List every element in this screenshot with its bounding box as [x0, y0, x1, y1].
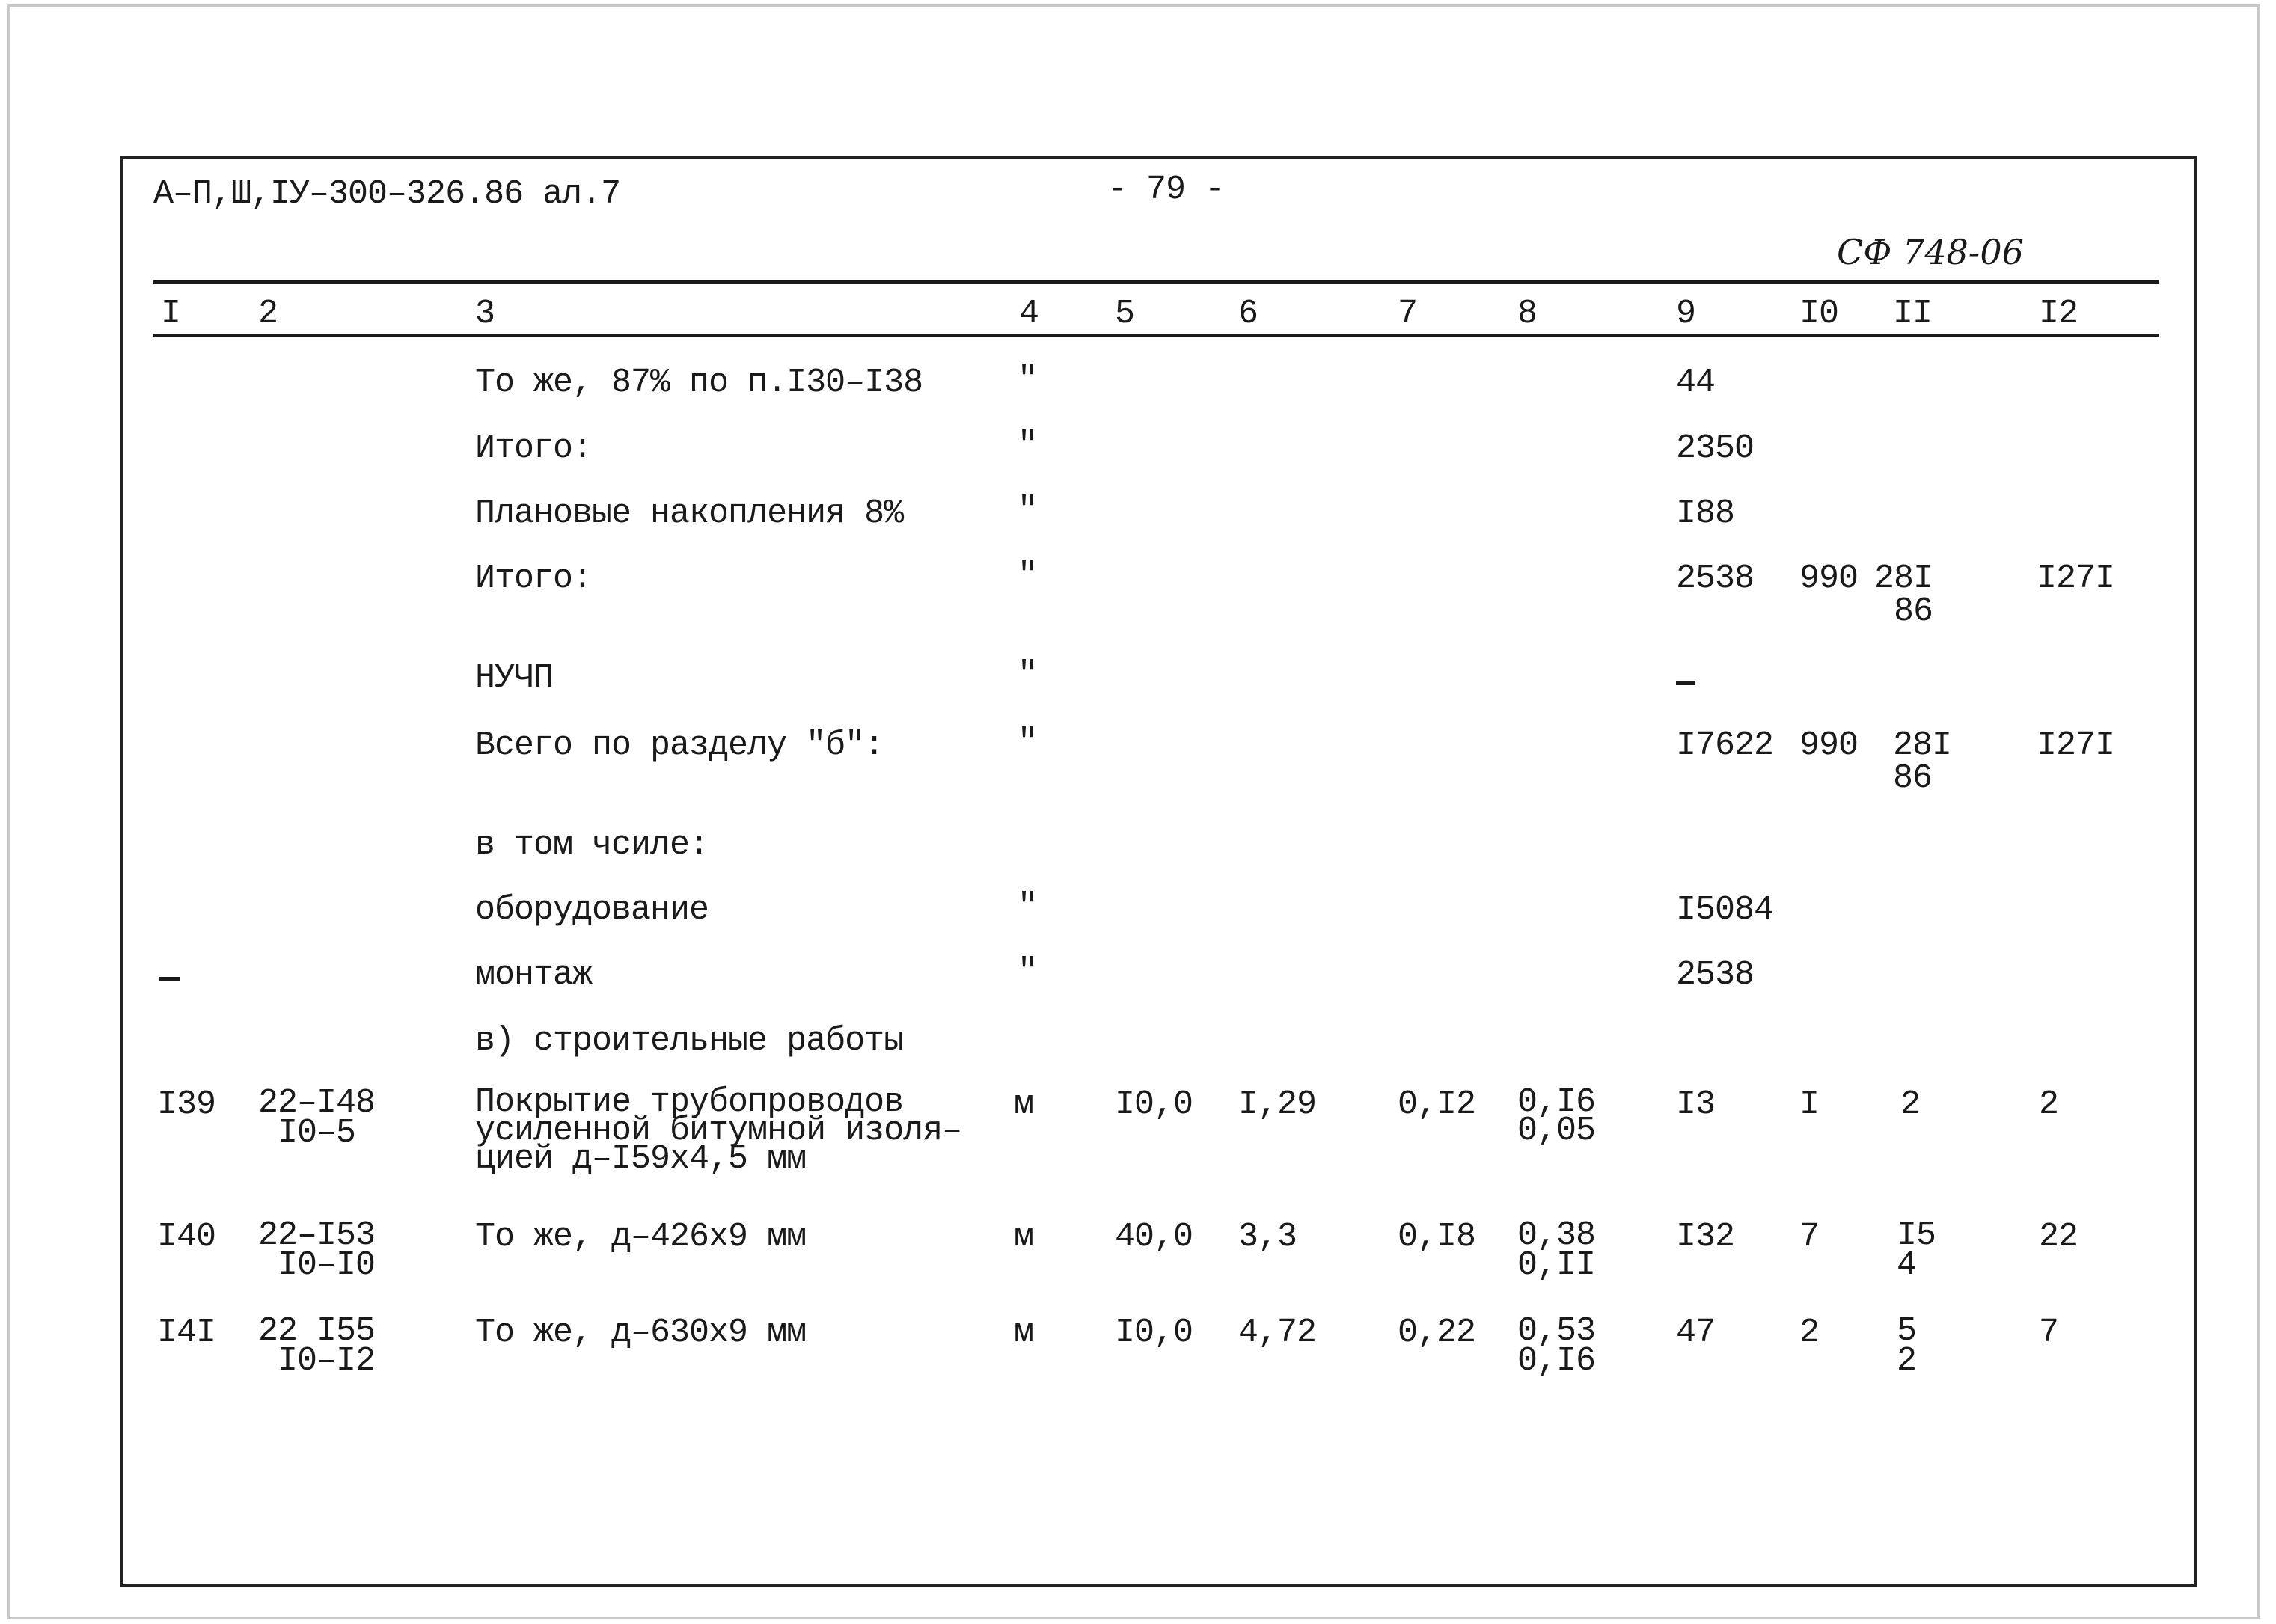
item-row-number: I40: [157, 1218, 216, 1256]
item-row-col6: I,29: [1238, 1085, 1317, 1124]
item-row-code: 22–I53 I0–I0: [258, 1216, 376, 1284]
item-row-col7: 0,22: [1398, 1314, 1476, 1352]
summary-row-unit: ": [1018, 557, 1038, 595]
item-row-col6: 4,72: [1238, 1314, 1317, 1352]
item-row-col12: 2: [2039, 1085, 2059, 1124]
item-row-col10: 2: [1799, 1314, 1820, 1352]
document-code: А–П,Ш,IУ–300–326.86 ал.7: [153, 175, 621, 213]
sheet-frame: [120, 156, 2197, 1587]
item-row-col9: I3: [1676, 1085, 1716, 1124]
item-row-col12: 22: [2039, 1218, 2078, 1256]
summary-row-col9: 2538: [1676, 560, 1755, 598]
item-row-col8: 0,38 0,II: [1517, 1216, 1596, 1284]
item-row-description: Покрытие трубопроводов усиленной битумной изоля– цией д–I59x4,5 мм: [475, 1083, 962, 1178]
col-header-4: 4: [1019, 295, 1039, 333]
col-header-8: 8: [1517, 295, 1538, 333]
item-row-col11: 5 2: [1897, 1312, 1917, 1380]
summary-row-col9: 2350: [1676, 429, 1755, 468]
summary-row-label: в том чсиле:: [475, 826, 709, 864]
handwritten-stamp: СФ 748-06: [1837, 232, 2024, 272]
col-header-12: I2: [2039, 295, 2078, 333]
summary-row-unit: ": [1018, 888, 1038, 926]
summary-row-col9-dash: [1676, 681, 1695, 685]
item-row-code: 22–I48 I0–5: [258, 1084, 376, 1152]
item-row-unit: м: [1014, 1218, 1034, 1256]
page-number: - 79 -: [1107, 171, 1225, 209]
col-header-1: I: [161, 295, 181, 333]
item-row-col9: I32: [1676, 1218, 1735, 1256]
item-row-code: 22 I55 I0–I2: [258, 1312, 376, 1380]
summary-row-label: Итого:: [475, 560, 593, 598]
header-top-rule: [153, 280, 2159, 284]
item-row-col6: 3,3: [1238, 1218, 1297, 1256]
summary-row-unit: ": [1018, 656, 1038, 694]
summary-row-col10: 990: [1799, 726, 1859, 764]
summary-row-col9: I5084: [1676, 891, 1774, 929]
col-header-2: 2: [258, 295, 278, 333]
summary-row-col9: I88: [1676, 494, 1735, 533]
item-row-col9: 47: [1676, 1314, 1716, 1352]
header-bottom-rule: [153, 334, 2159, 337]
summary-row-label: То же, 87% по п.I30–I38: [475, 364, 923, 402]
item-row-col5: I0,0: [1115, 1314, 1193, 1352]
item-row-col10: I: [1799, 1085, 1820, 1124]
col-header-10: I0: [1799, 295, 1839, 333]
summary-row-col12: I27I: [2037, 560, 2115, 598]
summary-row-label: Всего по разделу "б":: [475, 726, 884, 764]
item-row-description: То же, д–630x9 мм: [475, 1314, 807, 1352]
item-row-unit: м: [1014, 1314, 1034, 1352]
summary-row-label: оборудование: [475, 891, 709, 929]
summary-row-label: НУЧП: [475, 659, 554, 697]
col-header-5: 5: [1115, 295, 1135, 333]
item-row-col5: I0,0: [1115, 1085, 1193, 1124]
summary-row-col9: I7622: [1676, 726, 1774, 764]
item-row-col12: 7: [2039, 1314, 2059, 1352]
summary-row-unit: ": [1018, 426, 1038, 465]
summary-row-label: монтаж: [475, 956, 593, 994]
summary-row-unit: ": [1018, 723, 1038, 762]
summary-row-col9: 2538: [1676, 956, 1755, 994]
item-row-col11: 2: [1900, 1085, 1921, 1124]
col-header-9: 9: [1676, 295, 1696, 333]
summary-row-col11: 28I 86: [1874, 560, 1933, 631]
summary-row-unit: ": [1018, 361, 1038, 399]
col-header-3: 3: [475, 295, 495, 333]
item-row-col5: 40,0: [1115, 1218, 1193, 1256]
item-row-col7: 0,I2: [1398, 1085, 1476, 1124]
item-row-col8: 0,I6 0,05: [1517, 1083, 1596, 1150]
summary-row-col1-dash: [159, 977, 180, 981]
item-row-col7: 0,I8: [1398, 1218, 1476, 1256]
item-row-col8: 0,53 0,I6: [1517, 1312, 1596, 1380]
summary-row-col9: 44: [1676, 364, 1716, 402]
item-row-description: То же, д–426x9 мм: [475, 1218, 807, 1256]
col-header-6: 6: [1238, 295, 1258, 333]
item-row-number: I39: [157, 1085, 216, 1124]
summary-row-col10: 990: [1799, 560, 1859, 598]
item-row-unit: м: [1014, 1085, 1034, 1124]
summary-row-col12: I27I: [2037, 726, 2115, 764]
section-heading: в) строительные работы: [475, 1022, 904, 1060]
item-row-col11: I5 4: [1897, 1216, 1936, 1284]
col-header-7: 7: [1398, 295, 1418, 333]
item-row-number: I4I: [157, 1314, 216, 1352]
summary-row-label: Итого:: [475, 429, 593, 468]
item-row-col10: 7: [1799, 1218, 1820, 1256]
summary-row-unit: ": [1018, 953, 1038, 991]
summary-row-label: Плановые накопления 8%: [475, 494, 904, 533]
col-header-11: II: [1893, 295, 1933, 333]
summary-row-col11: 28I 86: [1893, 726, 1952, 797]
summary-row-unit: ": [1018, 491, 1038, 530]
